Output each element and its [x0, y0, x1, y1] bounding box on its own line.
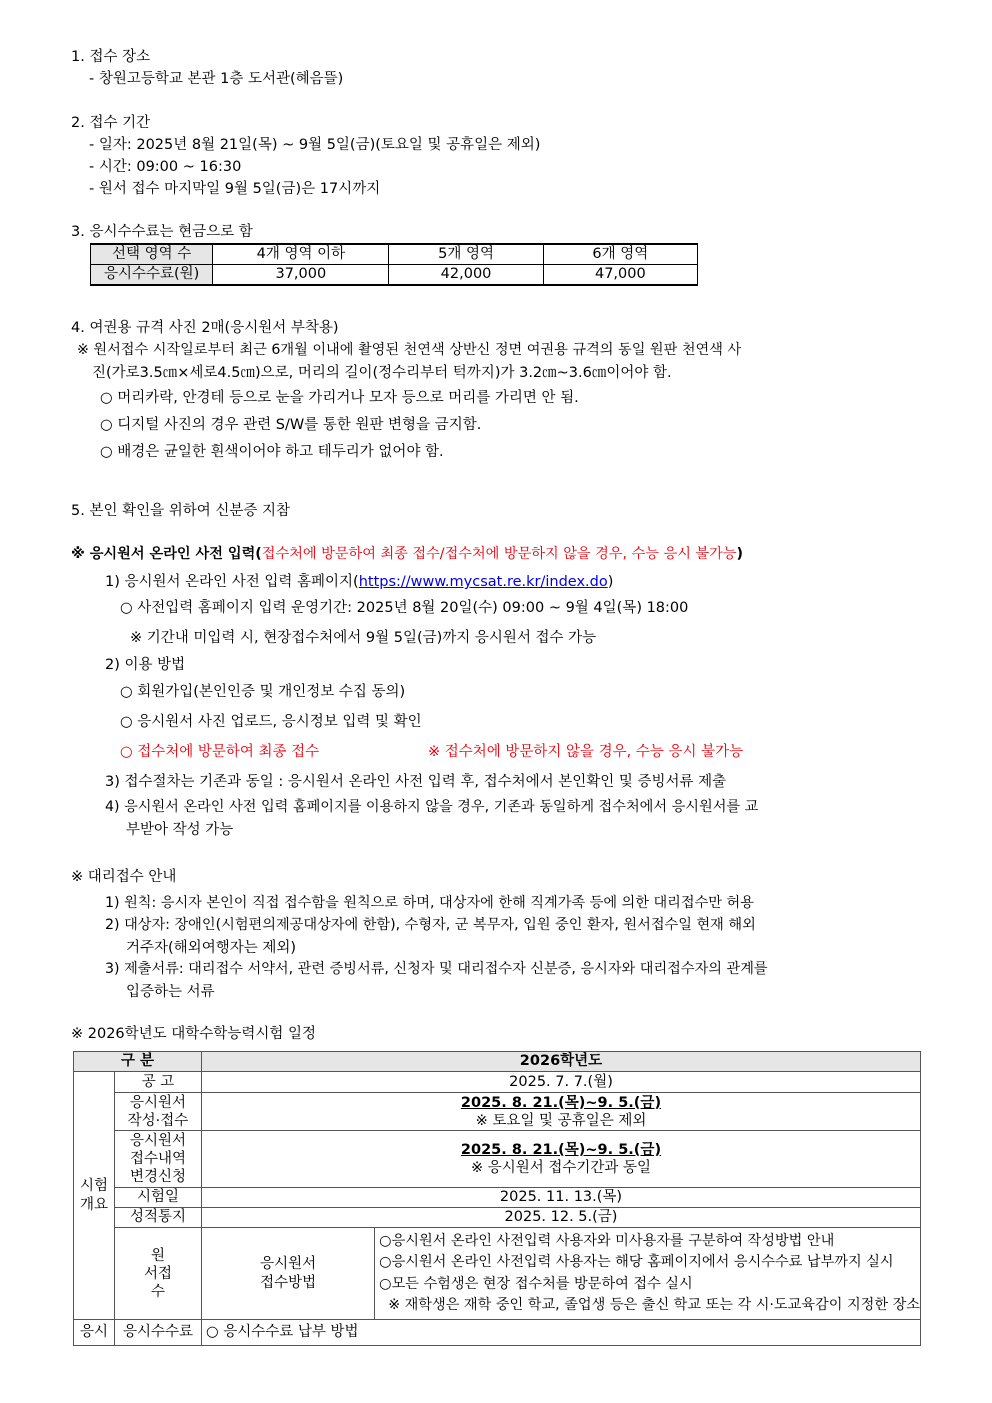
section4-title: 4. 여권용 규격 사진 2매(응시원서 부착용) — [71, 320, 339, 336]
section4-bullet: ○ 머리카락, 안경테 등으로 눈을 가리거나 모자 등으로 머리를 가리면 안 됨. — [100, 390, 579, 406]
schedule-change-note: ※ 응시원서 접수기간과 동일 — [470, 1160, 652, 1176]
online-heading-warning: 접수처에 방문하여 최종 접수/접수처에 방문하지 않을 경우, 수능 응시 불가능 — [261, 546, 737, 562]
online-heading-close: ) — [736, 546, 744, 562]
schedule-group-exam: 응시 — [74, 1320, 115, 1346]
schedule-row-value: 2025. 12. 5.(금) — [202, 1208, 921, 1228]
section2-item: - 원서 접수 마지막일 9월 5일(금)은 17시까지 — [89, 181, 381, 197]
fee-header-cell: 5개 영역 — [389, 244, 543, 265]
schedule-row-label: 응시원서 접수내역 변경신청 — [115, 1131, 202, 1188]
schedule-method-line: ○응시원서 온라인 사전입력 사용자는 해당 홈페이지에서 응시수수료 납부까지 실시 — [379, 1254, 894, 1270]
fee-header-cell: 4개 영역 이하 — [213, 244, 389, 265]
online-item2-red-b: ※ 접수처에 방문하지 않을 경우, 수능 응시 불가능 — [428, 744, 744, 760]
proxy-item: 2) 대상자: 장애인(시험편의제공대상자에 한함), 수형자, 군 복무자, 입원 중인 환자, 원서접수일 현재 해외 — [105, 917, 756, 933]
online-heading — [71, 543, 743, 563]
section1-title: 1. 접수 장소 — [71, 49, 151, 65]
section4-note: ※ 원서접수 시작일로부터 최근 6개월 이내에 촬영된 천연색 상반신 정면 여권용 규격의 동일 원판 천연색 사 — [77, 342, 742, 358]
schedule-row-label: 응시원서 접수방법 — [202, 1228, 375, 1320]
section2-item: - 일자: 2025년 8월 21일(목) ~ 9월 5일(금)(토요일 및 공휴일은 제외) — [89, 137, 541, 153]
online-item3: 3) 접수절차는 기존과 동일 : 응시원서 온라인 사전 입력 후, 접수처에서 본인확인 및 증빙서류 제출 — [105, 774, 727, 790]
section5-title: 5. 본인 확인을 위하여 신분증 지참 — [71, 503, 290, 519]
schedule-group-application: 원 서접 수 — [115, 1228, 202, 1320]
schedule-row-label: 시험일 — [115, 1188, 202, 1208]
online-item1-note: ※ 기간내 미입력 시, 현장접수처에서 9월 5일(금)까지 응시원서 접수 가능 — [130, 630, 597, 646]
online-item1-sub: ○ 사전입력 홈페이지 입력 운영기간: 2025년 8월 20일(수) 09:00 ~ 9월 4일(목) 18:00 — [120, 600, 689, 616]
section4-bullet: ○ 배경은 균일한 흰색이어야 하고 테두리가 없어야 함. — [100, 444, 444, 460]
online-item1 — [105, 570, 613, 591]
schedule-title: ※ 2026학년도 대학수학능력시험 일정 — [71, 1026, 316, 1042]
schedule-row-label: 공 고 — [115, 1072, 202, 1093]
section4-bullet: ○ 디지털 사진의 경우 관련 S/W를 통한 원판 변형을 금지함. — [100, 417, 482, 433]
fee-table — [90, 243, 698, 286]
proxy-item: 거주자(해외여행자는 제외) — [126, 940, 296, 956]
schedule-header-right: 2026학년도 — [202, 1052, 921, 1072]
fee-value-cell: 42,000 — [389, 265, 543, 286]
proxy-item: 3) 제출서류: 대리접수 서약서, 관련 증빙서류, 신청자 및 대리접수자 신분증, 응시자와 대리접수자의 관계를 — [105, 961, 768, 977]
section4-note: 진(가로3.5㎝×세로4.5㎝)으로, 머리의 길이(정수리부터 턱까지)가 3.2㎝~3.6㎝이어야 함. — [92, 365, 672, 381]
schedule-method-line: ※ 재학생은 재학 중인 학교, 졸업생 등은 출신 학교 또는 각 시·도교육감이 지정한 장소 — [379, 1297, 920, 1313]
online-heading-label: ※ 응시원서 온라인 사전 입력( — [71, 546, 262, 562]
schedule-header-left: 구 분 — [74, 1052, 202, 1072]
online-item2-sub: ○ 회원가입(본인인증 및 개인정보 수집 동의) — [120, 684, 406, 700]
online-item2: 2) 이용 방법 — [105, 657, 186, 673]
online-item4: 4) 응시원서 온라인 사전 입력 홈페이지를 이용하지 않을 경우, 기존과 동일하게 접수처에서 응시원서를 교 — [105, 799, 759, 815]
schedule-row-label: 응시수수료 — [115, 1320, 202, 1346]
online-item2-sub: ○ 응시원서 사진 업로드, 응시정보 입력 및 확인 — [120, 714, 422, 730]
fee-header-cell: 6개 영역 — [543, 244, 697, 265]
fee-header-cell: 선택 영역 수 — [91, 244, 213, 265]
fee-value-cell: 47,000 — [543, 265, 697, 286]
proxy-item: 입증하는 서류 — [126, 984, 215, 1000]
section1-item: - 창원고등학교 본관 1층 도서관(혜음뜰) — [89, 71, 344, 87]
online-item2-red-a: ○ 접수처에 방문하여 최종 접수 — [120, 744, 320, 760]
online-item1-prefix: 1) 응시원서 온라인 사전 입력 홈페이지( — [105, 574, 359, 590]
fee-value-cell: 37,000 — [213, 265, 389, 286]
online-item1-suffix: ) — [607, 574, 614, 590]
proxy-title: ※ 대리접수 안내 — [71, 869, 177, 885]
proxy-item: 1) 원칙: 응시자 본인이 직접 접수함을 원칙으로 하며, 대상자에 한해 직계가족 등에 의한 대리접수만 허용 — [105, 895, 754, 911]
schedule-row-label: 응시원서 작성·접수 — [115, 1093, 202, 1131]
schedule-row-label: 성적통지 — [115, 1208, 202, 1228]
schedule-method-line: ○응시원서 온라인 사전입력 사용자와 미사용자를 구분하여 작성방법 안내 — [379, 1232, 835, 1249]
fee-value-cell: 응시수수료(원) — [91, 265, 213, 286]
schedule-apply-note: ※ 토요일 및 공휴일은 제외 — [475, 1112, 647, 1129]
section2-item: - 시간: 09:00 ~ 16:30 — [89, 159, 242, 175]
online-item4: 부받아 작성 가능 — [126, 822, 234, 838]
section2-title: 2. 접수 기간 — [71, 115, 151, 131]
mycsat-link[interactable]: https://www.mycsat.re.kr/index.do — [358, 574, 608, 590]
section3-title: 3. 응시수수료는 현금으로 함 — [71, 224, 253, 240]
schedule-group-overview: 시험 개요 — [74, 1072, 115, 1320]
schedule-row-value: ○ 응시수수료 납부 방법 — [202, 1320, 921, 1346]
schedule-row-value: 2025. 7. 7.(월) — [202, 1072, 921, 1093]
schedule-row-value: 2025. 11. 13.(목) — [202, 1188, 921, 1208]
schedule-change-date: 2025. 8. 21.(목)~9. 5.(금) — [460, 1142, 662, 1158]
schedule-table — [73, 1051, 921, 1346]
schedule-method-line: ○모든 수험생은 현장 접수처를 방문하여 접수 실시 — [379, 1275, 693, 1292]
schedule-apply-date: 2025. 8. 21.(목)~9. 5.(금) — [460, 1094, 662, 1111]
